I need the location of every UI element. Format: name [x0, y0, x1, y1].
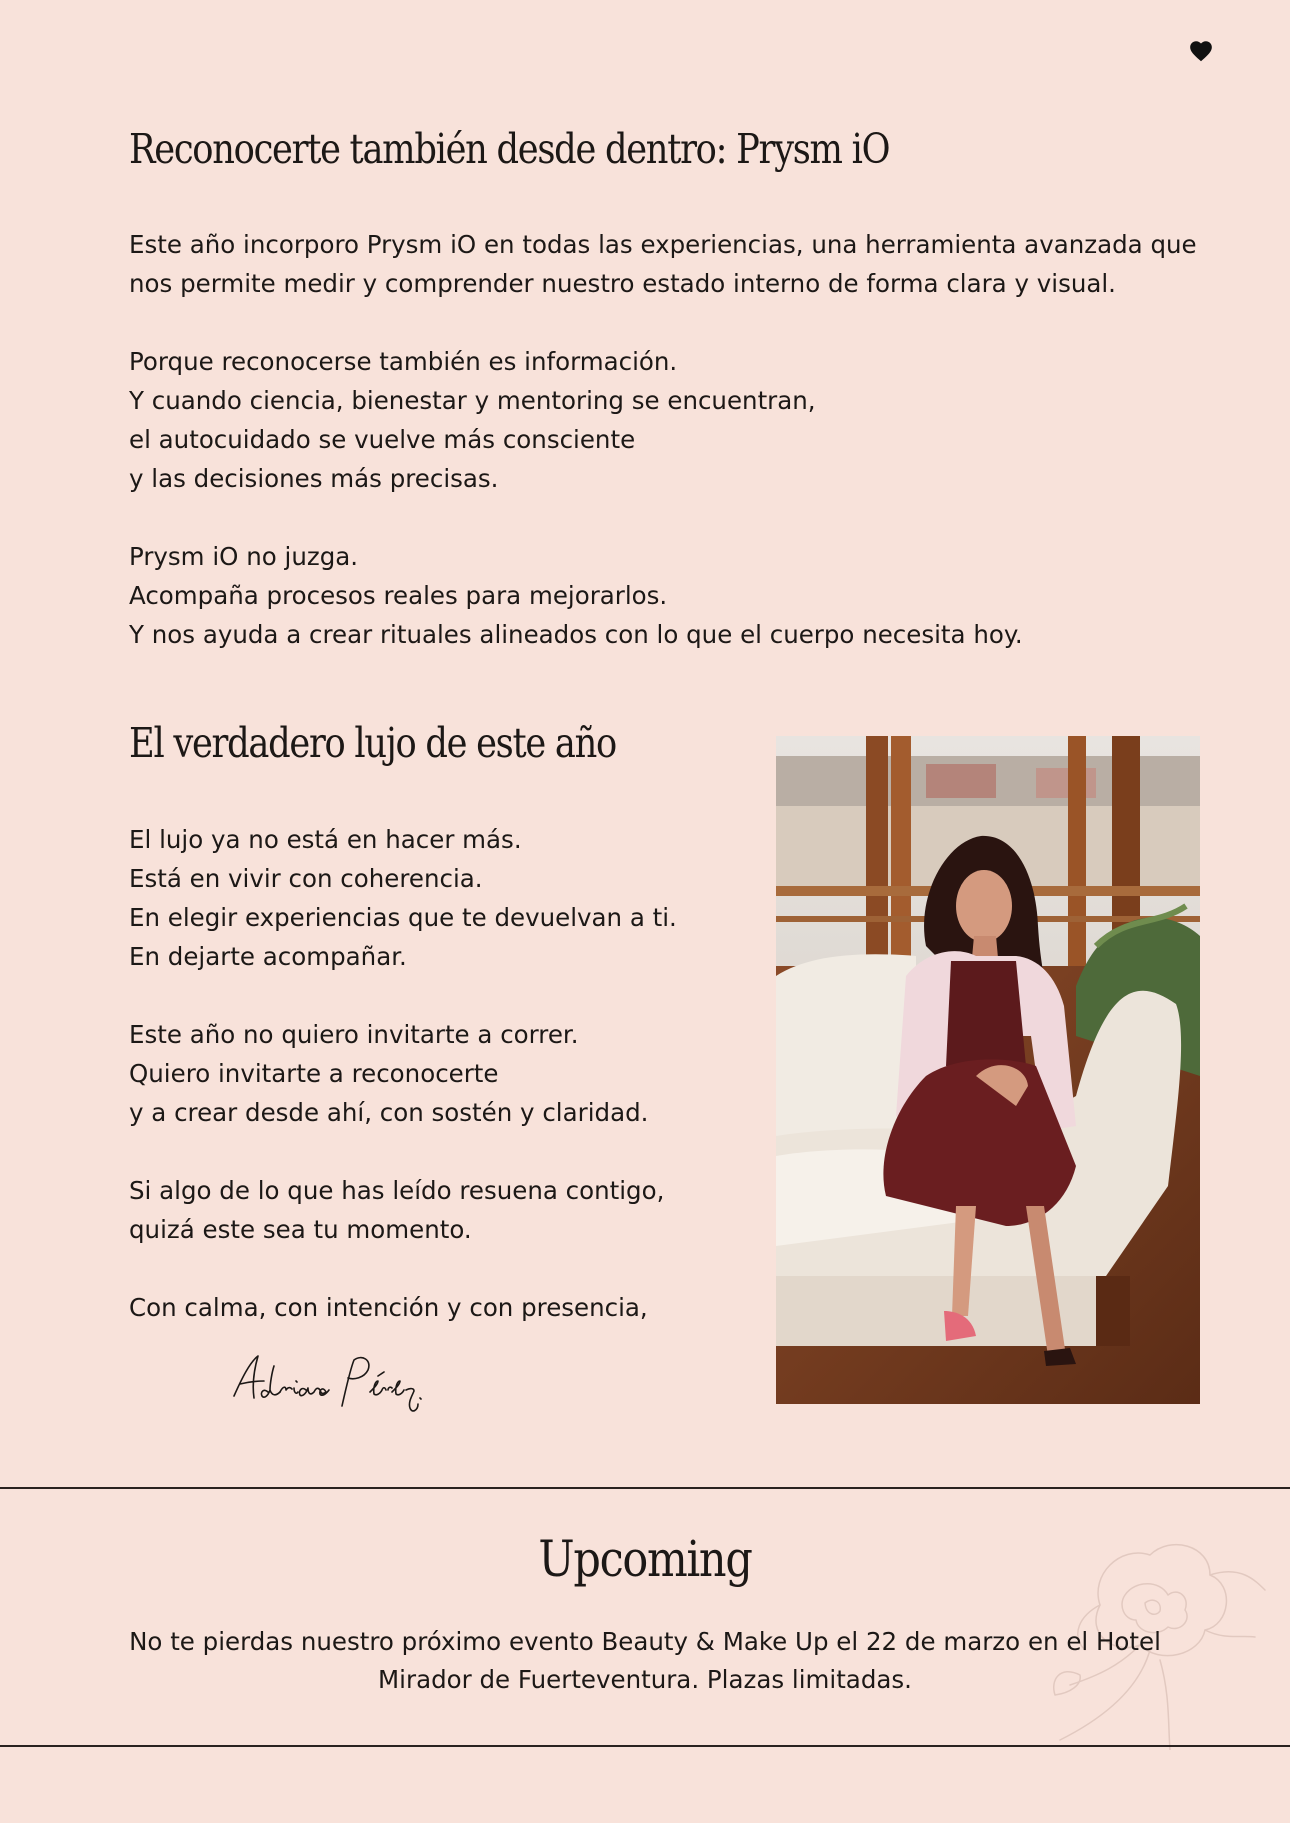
prysm-no-juzga-paragraph: Prysm iO no juzga. Acompaña procesos reales para mejorarlos. Y nos ayuda a crear rituales alineados con lo que el cuerpo necesita hoy.	[129, 542, 1023, 649]
section-title-lujo: El verdadero lujo de este año	[129, 719, 616, 767]
upcoming-title: Upcoming	[538, 1530, 752, 1588]
upcoming-bottom-divider	[0, 1745, 1290, 1747]
upcoming-event-text: No te pierdas nuestro próximo evento Beauty & Make Up el 22 de marzo en el Hotel Mirador de Fuerteventura. Plazas limitadas.	[129, 1627, 1161, 1694]
upcoming-top-divider	[0, 1487, 1290, 1489]
invitacion-paragraph: Este año no quiero invitarte a correr. Quiero invitarte a reconocerte y a crear desde ahí, con sostén y claridad.	[129, 1020, 649, 1127]
closing-line: Con calma, con intención y con presencia,	[129, 1293, 648, 1322]
section-title-prysm: Reconocerte también desde dentro: Prysm iO	[129, 125, 890, 173]
prysm-intro-paragraph: Este año incorporo Prysm iO en todas las experiencias, una herramienta avanzada que nos permite medir y comprender nuestro estado interno de forma clara y visual.	[129, 230, 1197, 298]
momento-paragraph: Si algo de lo que has leído resuena contigo, quizá este sea tu momento.	[129, 1176, 665, 1244]
prysm-reconocerse-paragraph: Porque reconocerse también es información. Y cuando ciencia, bienestar y mentoring se encuentran, el autocuidado se vuelve más consciente y las decisiones más precisas.	[129, 347, 816, 493]
heart-icon[interactable]	[1188, 38, 1214, 64]
signature-image	[228, 1348, 438, 1418]
portrait-photo	[776, 736, 1200, 1404]
lujo-paragraph: El lujo ya no está en hacer más. Está en vivir con coherencia. En elegir experiencias que te devuelvan a ti. En dejarte acompañar.	[129, 825, 677, 971]
